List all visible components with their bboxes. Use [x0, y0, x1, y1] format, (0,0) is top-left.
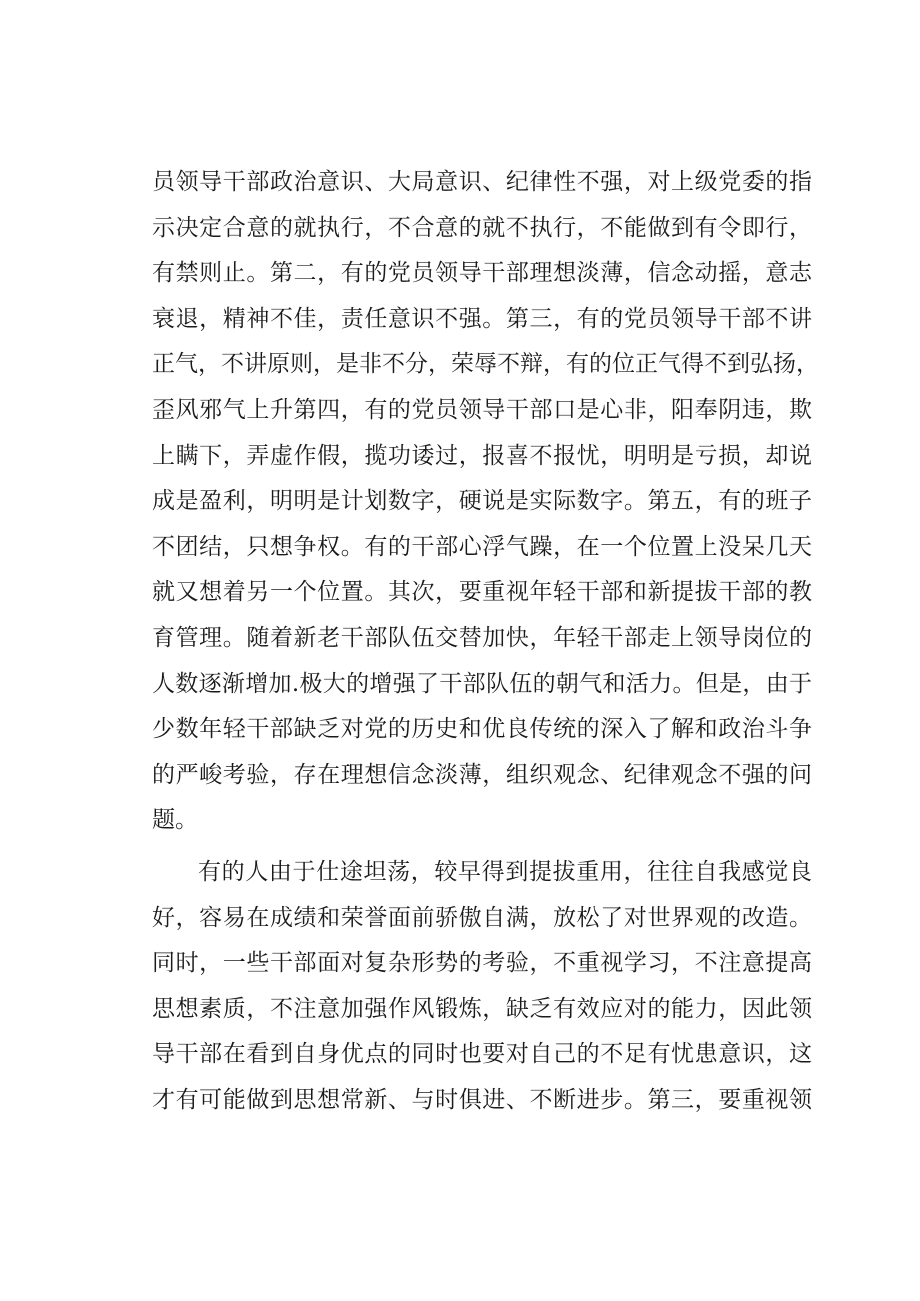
text-line: 员领导干部政治意识、大局意识、纪律性不强，对上级党委的指: [152, 169, 812, 195]
text-line: 歪风邪气上升第四，有的党员领导干部口是心非，阳奉阴违，欺: [152, 396, 812, 423]
paragraph-1: [152, 160, 819, 844]
text-line: 成是盈利，明明是计划数字，硬说是实际数字。第五，有的班子: [152, 488, 812, 515]
text-line: 好，容易在成绩和荣誉面前骄傲自满，放松了对世界观的改造。: [152, 904, 812, 931]
text-line: 育管理。随着新老干部队伍交替加快，年轻干部走上领导岗位的: [152, 624, 812, 651]
text-line: 同时，一些干部面对复杂形势的考验，不重视学习，不注意提高: [152, 950, 812, 977]
text-line: 少数年轻干部缺乏对党的历史和优良传统的深入了解和政治斗争: [152, 716, 812, 743]
text-line: 思想素质，不注意加强作风锻炼，缺乏有效应对的能力，因此领: [152, 995, 812, 1022]
text-line: 就又想着另一个位置。其次，要重视年轻干部和新提拔干部的教: [152, 579, 812, 606]
text-line: 人数逐渐增加.极大的增强了干部队伍的朝气和活力。但是，由于: [152, 670, 812, 697]
text-line: 衰退，精神不佳，责任意识不强。第三，有的党员领导干部不讲: [152, 305, 812, 332]
text-line: 导干部在看到自身优点的同时也要对自己的不足有忧患意识，这: [152, 1041, 812, 1068]
text-line: 示决定合意的就执行，不合意的就不执行，不能做到有令即行，: [152, 214, 812, 241]
text-line: 有禁则止。第二，有的党员领导干部理想淡薄，信念动摇，意志: [152, 260, 812, 287]
text-line: 题。: [152, 807, 198, 834]
text-line: 上瞒下，弄虚作假，揽功诿过，报喜不报忧，明明是亏损，却说: [152, 442, 812, 469]
text-line: 的严峻考验，存在理想信念淡薄，组织观念、纪律观念不强的问: [152, 761, 812, 788]
paragraph-2: [152, 850, 812, 1124]
text-line: 有的人由于仕途坦荡，较早得到提拔重用，往往自我感觉良: [198, 858, 812, 885]
text-line: 不团结，只想争权。有的干部心浮气躁，在一个位置上没呆几天: [152, 533, 812, 560]
body-text: [152, 160, 819, 1123]
text-line: 才有可能做到思想常新、与时俱进、不断进步。第三，要重视领: [152, 1086, 812, 1113]
text-line: 正气，不讲原则，是非不分，荣辱不辩，有的位正气得不到弘扬，: [152, 351, 819, 378]
